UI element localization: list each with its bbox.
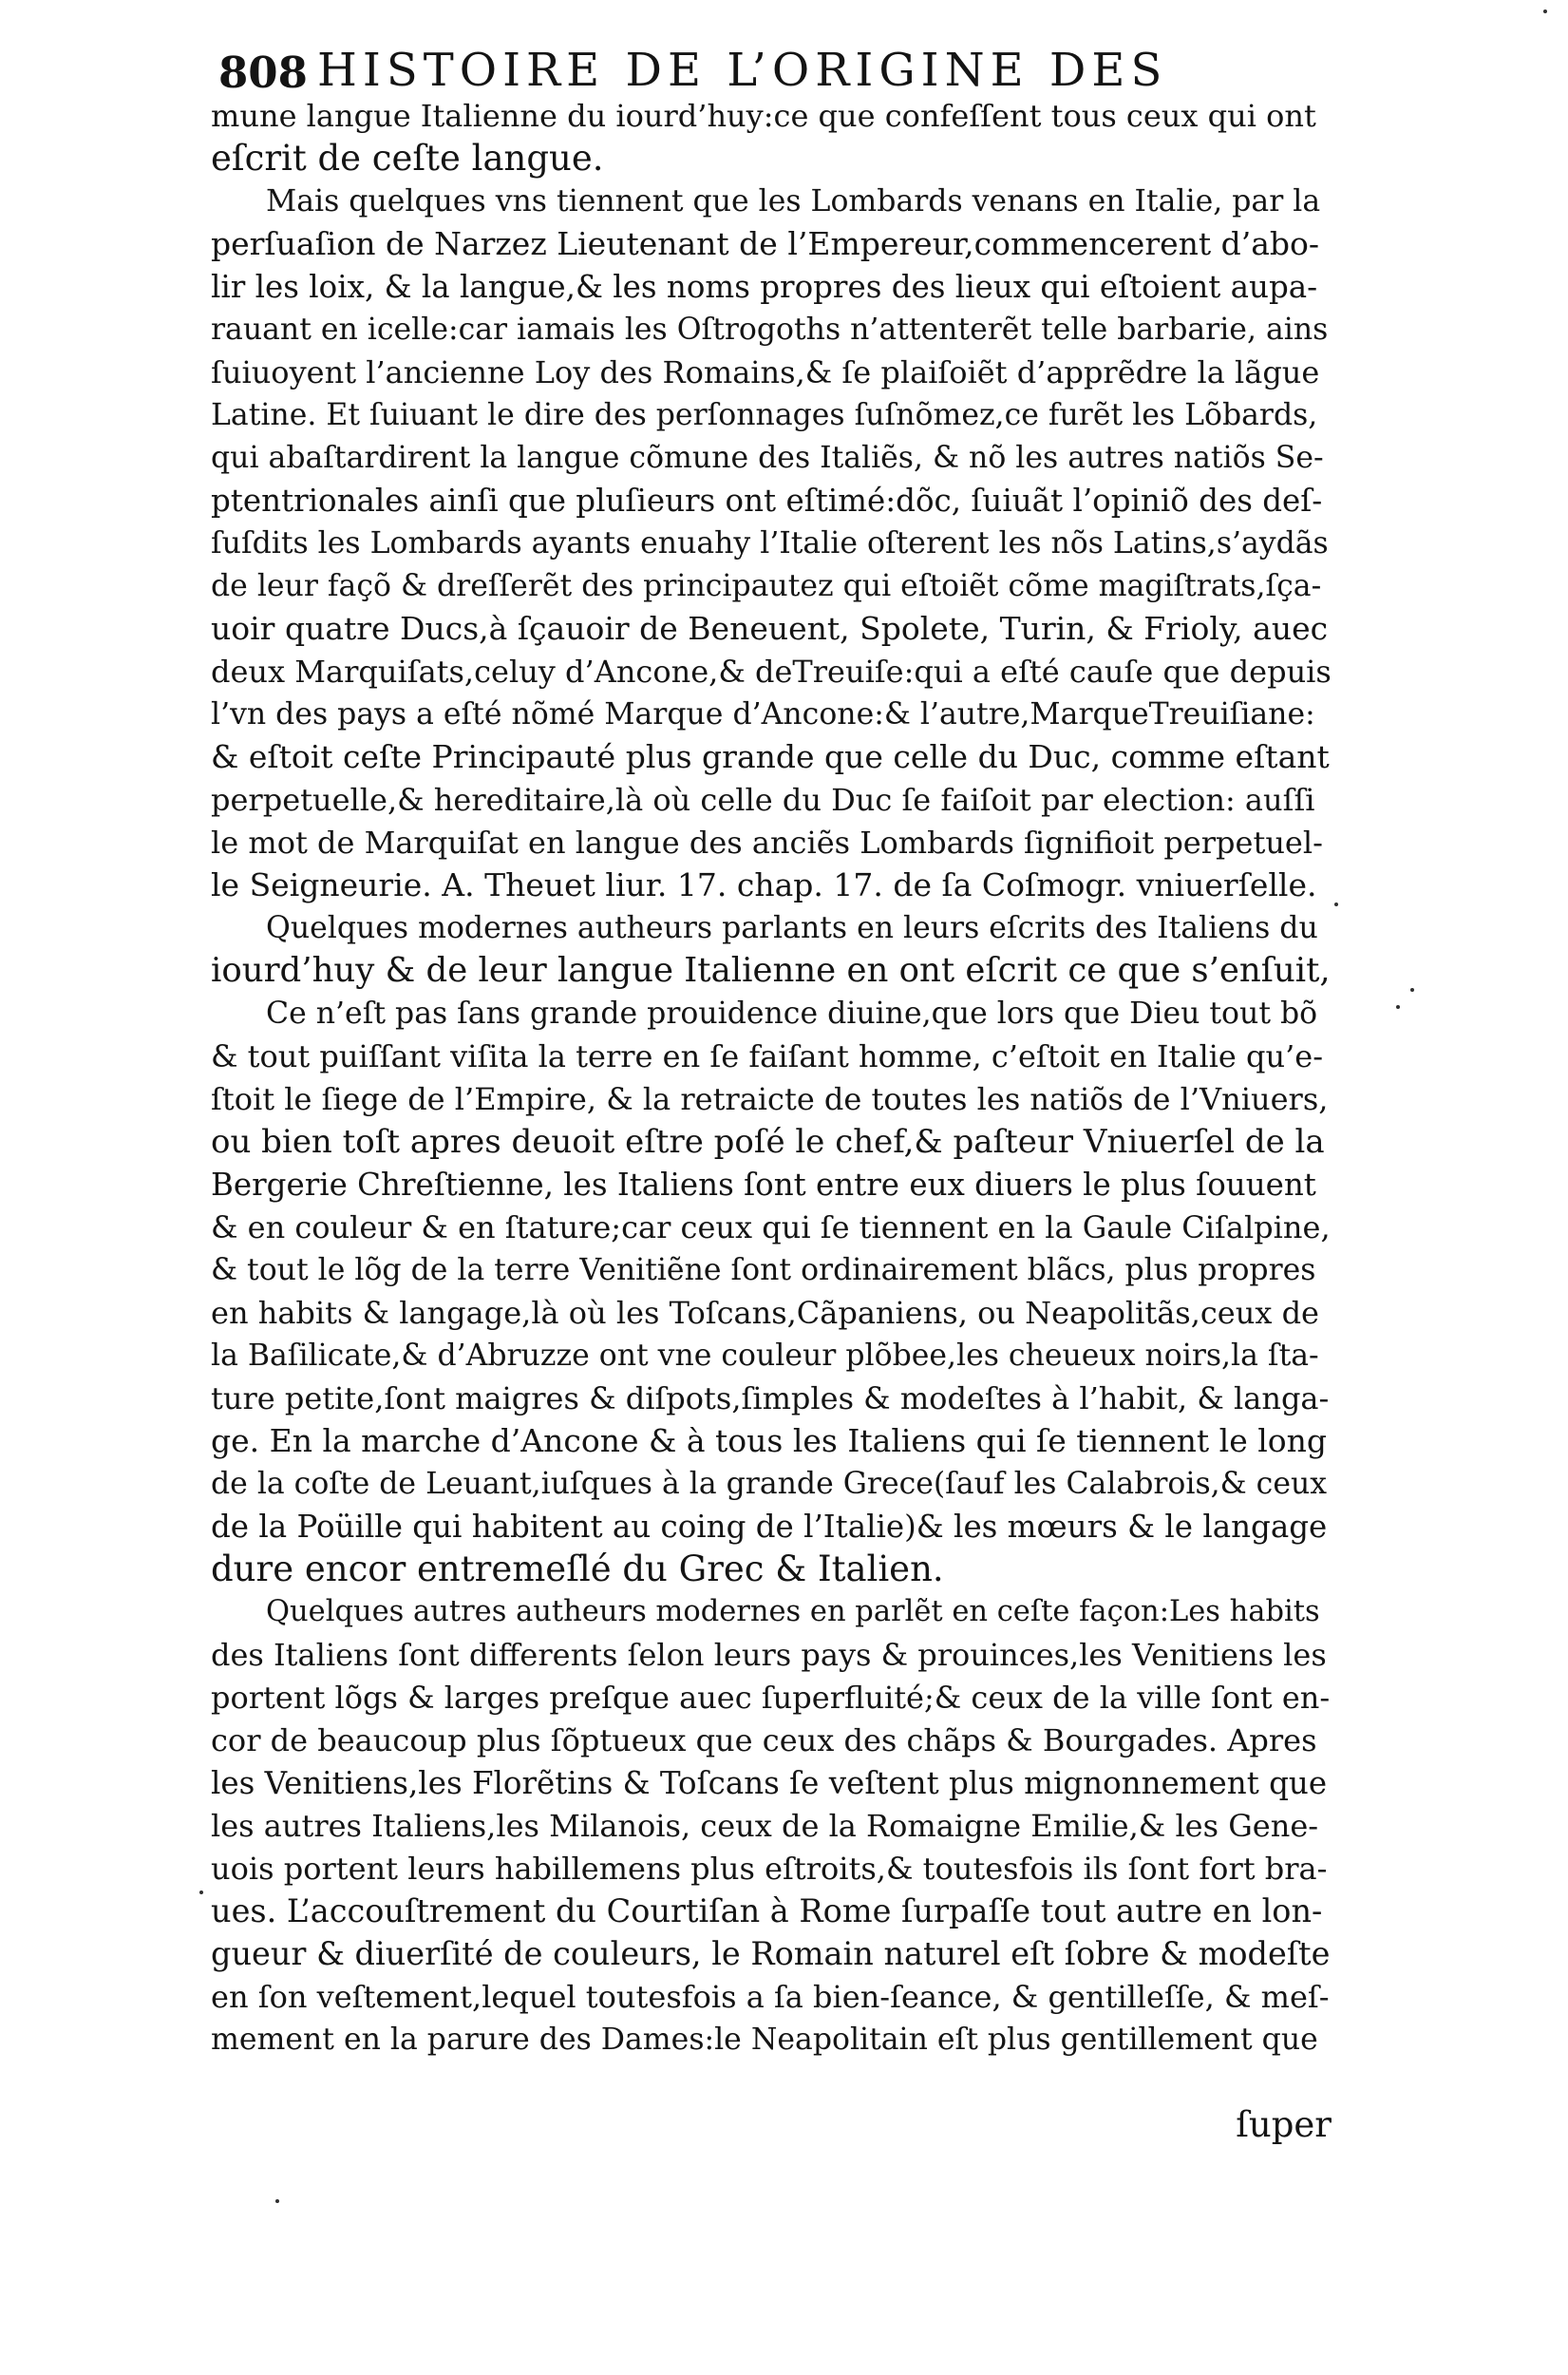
text-line: & tout puiſſant viſita la terre en ſe faiſant homme, c’eſtoit en Italie qu’e- <box>211 1038 1324 1074</box>
text-line: Mais quelques vns tiennent que les Lombards venans en Italie, par la <box>266 184 1321 218</box>
text-line: Ce n’eſt pas ſans grande prouidence diuine,que lors que Dieu tout bõ <box>266 997 1318 1031</box>
text-line: le mot de Marquiſat en langue des anciẽs Lombards ſignifioit perpetuel- <box>211 825 1323 861</box>
text-line: mune langue Italienne du iourd’huy:ce que confeſſent tous ceux qui ont <box>211 98 1316 134</box>
catchword: ſuper <box>1236 2104 1332 2145</box>
running-title: HISTOIRE DE L’ORIGINE DES <box>317 44 1168 97</box>
text-line: en habits & langage,là où les Toſcans,Cãpaniens, ou Neapolitãs,ceux de <box>211 1295 1319 1331</box>
text-line: ues. L’accouſtrement du Courtiſan à Rome ſurpaſſe tout autre en lon- <box>211 1892 1323 1929</box>
text-line: iourd’huy & de leur langue Italienne en ont eſcrit ce que s’enſuit, <box>211 951 1331 990</box>
text-line: deux Marquiſats,celuy d’Ancone,& deTreuiſe:qui a eſté cauſe que depuis <box>211 654 1332 690</box>
ink-speck <box>1543 10 1547 13</box>
text-line: Bergerie Chreſtienne, les Italiens ſont entre eux diuers le plus ſouuent <box>211 1167 1316 1203</box>
text-line: perpetuelle,& hereditaire,là où celle du Duc ſe faiſoit par election: auſſi <box>211 782 1315 818</box>
text-line: des Italiens ſont differents ſelon leurs pays & prouinces,les Venitiens les <box>211 1637 1327 1673</box>
text-line: ge. En la marche d’Ancone & à tous les Italiens qui ſe tiennent le long <box>211 1422 1328 1459</box>
text-line: cor de beaucoup plus ſõptueux que ceux des chãps & Bourgades. Apres <box>211 1722 1317 1758</box>
text-line: gueur & diuerſité de couleurs, le Romain naturel eſt ſobre & modeſte <box>211 1935 1331 1972</box>
text-line: Quelques modernes autheurs parlants en leurs eſcrits des Italiens du <box>266 911 1318 945</box>
page-number: 808 <box>218 48 308 98</box>
text-line: l’vn des pays a eſté nõmé Marque d’Ancone:& l’autre,MarqueTreuiſiane: <box>211 697 1315 732</box>
text-line: ſuſdits les Lombards ayants enuahy l’Italie oſterent les nõs Latins,s’aydãs <box>211 526 1329 560</box>
text-line: dure encor entremeſlé du Grec & Italien. <box>211 1548 944 1589</box>
text-line: & tout le lõg de la terre Venitiẽne ſont ordinairement blãcs, plus propres <box>211 1253 1316 1287</box>
text-line: le Seigneurie. A. Theuet liur. 17. chap. 17. de ſa Coſmogr. vniuerſelle. <box>211 866 1317 903</box>
text-line: ſtoit le ſiege de l’Empire, & la retraicte de toutes les natiõs de l’Vniuers, <box>211 1081 1329 1117</box>
text-line: perſuaſion de Narzez Lieutenant de l’Empereur,commencerent d’abo- <box>211 225 1320 262</box>
text-line: les autres Italiens,les Milanois, ceux de la Romaigne Emilie,& les Gene- <box>211 1808 1319 1844</box>
text-line: ture petite,ſont maigres & diſpots,ſimples & modeſtes à l’habit, & langa- <box>211 1380 1330 1416</box>
text-line: la Baſilicate,& d’Abruzze ont vne couleur plõbee,les cheueux noirs,la ſta- <box>211 1339 1319 1373</box>
ink-speck <box>1410 988 1414 992</box>
text-line: ou bien toſt apres deuoit eſtre poſé le chef,& paſteur Vniuerſel de la <box>211 1123 1325 1161</box>
text-line: de la coſte de Leuant,iuſques à la grande Grece(ſauf les Calabrois,& ceux <box>211 1467 1328 1501</box>
text-line: les Venitiens,les Florẽtins & Toſcans ſe veſtent plus mignonnement que <box>211 1765 1328 1801</box>
text-line: eſcrit de ceſte langue. <box>211 138 604 179</box>
text-line: mement en la parure des Dames:le Neapolitain eſt plus gentillement que <box>211 2023 1318 2057</box>
text-line: & eſtoit ceſte Principauté plus grande que celle du Duc, comme eſtant <box>211 738 1330 775</box>
ink-speck <box>1396 1005 1400 1009</box>
ink-speck <box>1334 902 1338 906</box>
text-line: rauant en icelle:car iamais les Oſtrogoths n’attenterẽt telle barbarie, ains <box>211 313 1329 347</box>
text-line: Latine. Et ſuiuant le dire des perſonnages ſuſnõmez,ce furẽt les Lõbards, <box>211 398 1318 432</box>
text-line: Quelques autres autheurs modernes en parlẽt en ceſte façon:Les habits <box>266 1595 1320 1628</box>
text-line: lir les loix, & la langue,& les noms propres des lieux qui eſtoient aupa- <box>211 269 1318 305</box>
text-line: qui abaſtardirent la langue cõmune des Italiẽs, & nõ les autres natiõs Se- <box>211 441 1324 475</box>
text-line <box>211 2062 1332 2103</box>
text-line: de la Poüille qui habitent au coing de l’Italie)& les mœurs & le langage <box>211 1509 1328 1545</box>
text-line: ſuiuoyent l’ancienne Loy des Romains,& ſe plaiſoiẽt d’apprẽdre la lãgue <box>211 354 1320 390</box>
text-line: uoir quatre Ducs,à ſçauoir de Beneuent, Spolete, Turin, & Frioly, auec <box>211 610 1329 647</box>
body-text <box>211 95 1332 2147</box>
text-line: en ſon veſtement,lequel toutesfois a ſa bien-ſeance, & gentilleſſe, & meſ- <box>211 1979 1330 2015</box>
text-line: uois portent leurs habillemens plus eſtroits,& toutesfois ils ſont fort bra- <box>211 1851 1328 1887</box>
ink-speck <box>199 1890 203 1894</box>
text-line: de leur façõ & dreſſerẽt des principautez qui eſtoiẽt cõme magiſtrats,ſça- <box>211 569 1322 603</box>
ink-speck <box>275 2199 279 2203</box>
text-line: ptentrionales ainſi que pluſieurs ont eſtimé:dõc, ſuiuãt l’opiniõ des deſ- <box>211 483 1323 519</box>
text-line: & en couleur & en ſtature;car ceux qui ſe tiennent en la Gaule Ciſalpine, <box>211 1209 1331 1245</box>
text-line: portent lõgs & larges preſque auec ſuperfluité;& ceux de la ville ſont en- <box>211 1680 1331 1716</box>
